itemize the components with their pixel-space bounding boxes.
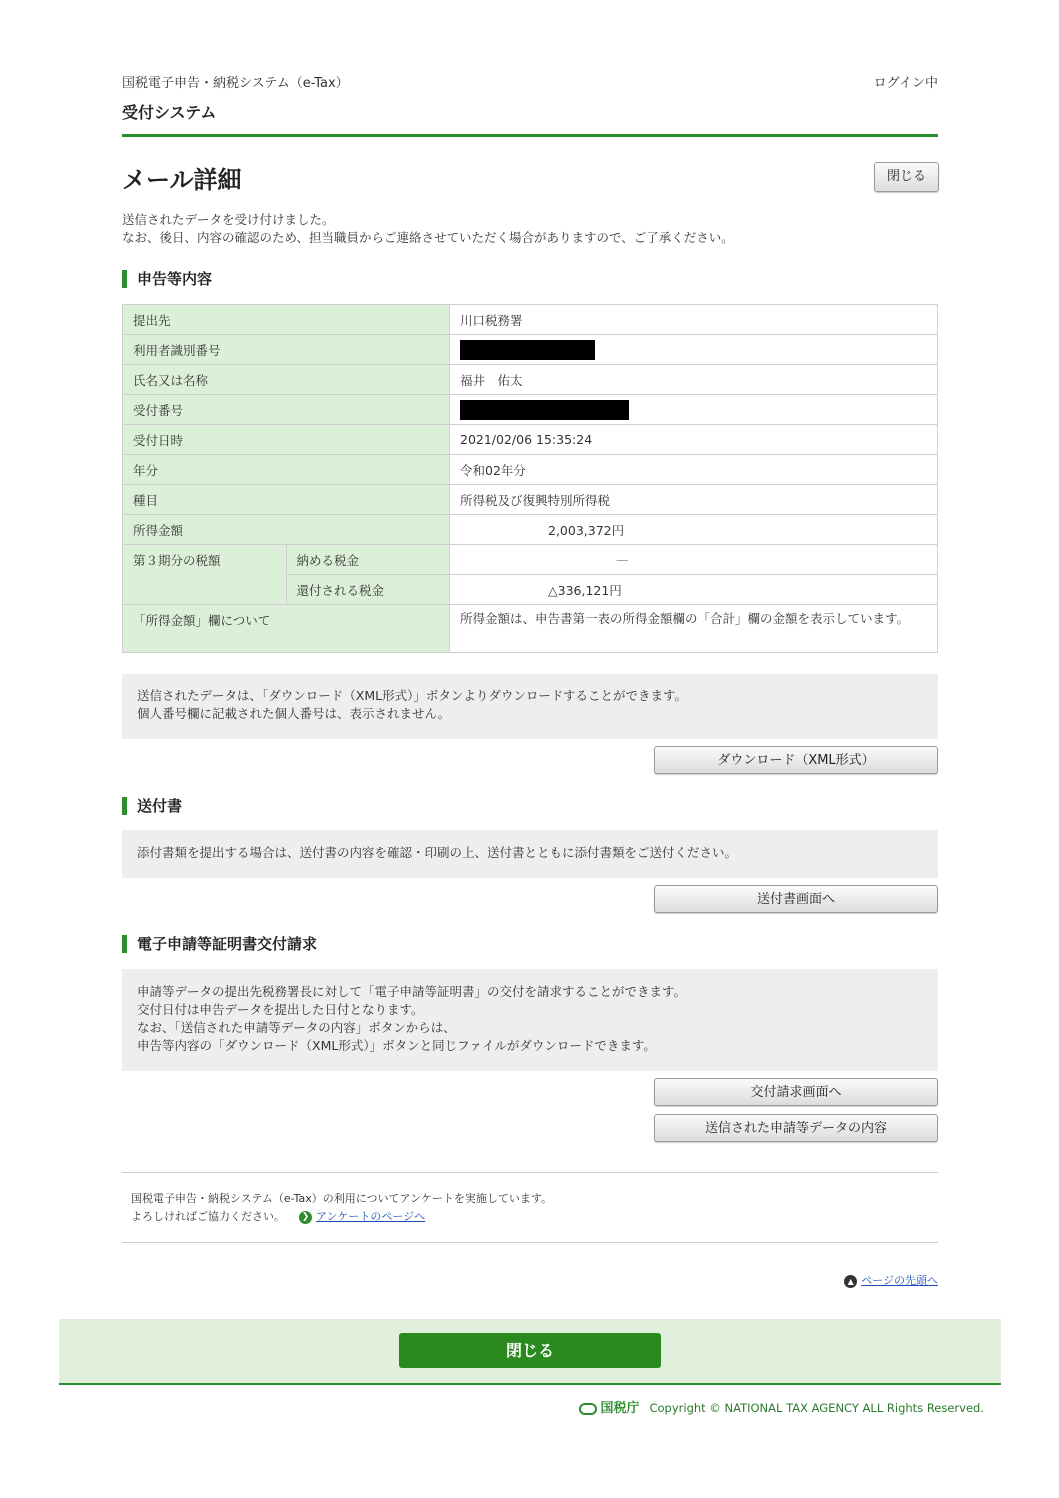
redaction-block	[460, 340, 595, 360]
section-heading-declaration: 申告等内容	[122, 270, 212, 288]
copyright-text: Copyright © NATIONAL TAX AGENCY ALL Rights Reserved.	[649, 1401, 984, 1415]
cover-letter-info-box	[122, 830, 938, 878]
copyright-area	[579, 1397, 984, 1416]
intro-text	[122, 211, 734, 247]
info-line: 送信されたデータは、「ダウンロード（XML形式）」ボタンよりダウンロードすることができます。	[137, 688, 687, 703]
table-row	[123, 605, 938, 653]
divider	[122, 1242, 938, 1243]
row-label: 「所得金額」欄について	[123, 605, 450, 653]
divider	[122, 1172, 938, 1173]
row-value	[450, 335, 938, 365]
arrow-right-icon: ❯	[299, 1211, 312, 1224]
info-line: 申告等内容の「ダウンロード（XML形式）」ボタンと同じファイルがダウンロードできます。	[137, 1038, 656, 1053]
row-sublabel: 還付される税金	[286, 575, 450, 605]
row-label: 所得金額	[123, 515, 450, 545]
info-line: なお、「送信された申請等データの内容」ボタンからは、	[137, 1020, 456, 1035]
survey-line-text: よろしければご協力ください。	[131, 1210, 285, 1223]
row-value	[450, 395, 938, 425]
certificate-info-box	[122, 969, 938, 1071]
row-value: 福井 佑太	[450, 365, 938, 395]
row-label: 年分	[123, 455, 450, 485]
table-row	[123, 395, 938, 425]
row-value: 令和02年分	[450, 455, 938, 485]
row-value: 川口税務署	[450, 305, 938, 335]
row-label: 第３期分の税額	[123, 545, 287, 605]
survey-line	[131, 1208, 552, 1226]
row-value: △336,121円	[450, 575, 938, 605]
back-to-top[interactable]	[844, 1272, 938, 1288]
page-title: メール詳細	[122, 166, 242, 194]
subsystem-title: 受付システム	[122, 103, 217, 122]
download-info-box	[122, 674, 938, 739]
declaration-table	[122, 304, 938, 653]
chevron-up-icon: ▲	[844, 1275, 857, 1288]
survey-notice	[131, 1190, 552, 1226]
nta-logo-text: 国税庁	[600, 1401, 640, 1416]
system-name: 国税電子申告・納税システム（e-Tax）	[122, 76, 349, 91]
table-row	[123, 545, 938, 575]
info-line: 申請等データの提出先税務署長に対して「電子申請等証明書」の交付を請求することができます。	[137, 984, 687, 999]
table-row	[123, 485, 938, 515]
nta-logo	[579, 1397, 639, 1416]
table-row	[123, 305, 938, 335]
row-sublabel: 納める税金	[286, 545, 450, 575]
row-label: 種目	[123, 485, 450, 515]
close-button-top[interactable]: 閉じる	[874, 162, 939, 192]
table-row	[123, 365, 938, 395]
table-row	[123, 455, 938, 485]
row-label: 氏名又は名称	[123, 365, 450, 395]
intro-line: なお、後日、内容の確認のため、担当職員からご連絡させていただく場合がありますので、ご了承ください。	[122, 230, 734, 245]
section-heading-cover-letter: 送付書	[122, 797, 182, 815]
table-row	[123, 515, 938, 545]
survey-link[interactable]: アンケートのページへ	[316, 1210, 426, 1223]
row-label: 提出先	[123, 305, 450, 335]
intro-line: 送信されたデータを受け付けました。	[122, 212, 335, 227]
close-button-bottom[interactable]: 閉じる	[399, 1333, 661, 1368]
certificate-request-button[interactable]: 交付請求画面へ	[654, 1078, 938, 1106]
survey-line: 国税電子申告・納税システム（e-Tax）の利用についてアンケートを実施しています。	[131, 1192, 553, 1205]
sent-data-button[interactable]: 送信された申請等データの内容	[654, 1114, 938, 1142]
info-line: 交付日付は申告データを提出した日付となります。	[137, 1002, 424, 1017]
table-row	[123, 425, 938, 455]
row-value: 2021/02/06 15:35:24	[450, 425, 938, 455]
cover-letter-button[interactable]: 送付書画面へ	[654, 885, 938, 913]
row-label: 利用者識別番号	[123, 335, 450, 365]
header-divider	[122, 134, 938, 137]
login-status: ログイン中	[873, 76, 938, 91]
row-label: 受付番号	[123, 395, 450, 425]
table-row	[123, 335, 938, 365]
row-value: —	[450, 545, 938, 575]
nta-mark-icon	[579, 1403, 597, 1415]
info-line: 添付書類を提出する場合は、送付書の内容を確認・印刷の上、送付書とともに添付書類をご送付ください。	[137, 845, 738, 860]
row-value: 所得税及び復興特別所得税	[450, 485, 938, 515]
row-label: 受付日時	[123, 425, 450, 455]
redaction-block	[460, 400, 629, 420]
back-to-top-link[interactable]: ページの先頭へ	[861, 1274, 938, 1287]
row-value: 所得金額は、申告書第一表の所得金額欄の「合計」欄の金額を表示しています。	[450, 605, 938, 653]
download-xml-button[interactable]: ダウンロード（XML形式）	[654, 746, 938, 774]
row-value: 2,003,372円	[450, 515, 938, 545]
section-heading-certificate: 電子申請等証明書交付請求	[122, 935, 317, 953]
info-line: 個人番号欄に記載された個人番号は、表示されません。	[137, 706, 451, 721]
